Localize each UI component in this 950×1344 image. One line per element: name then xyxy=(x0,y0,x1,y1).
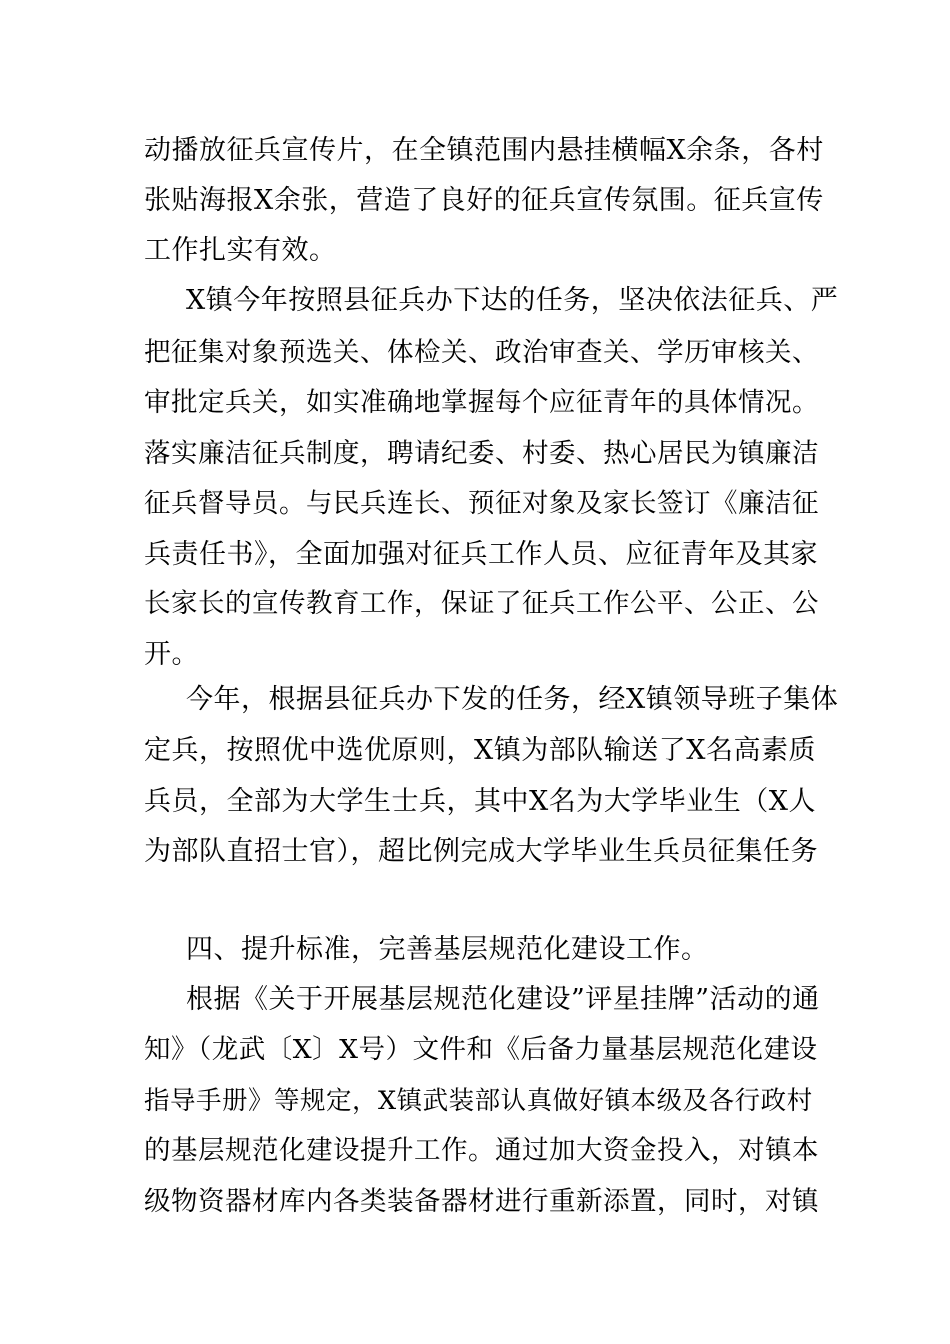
body-text-line: 动播放征兵宣传片，在全镇范围内悬挂横幅X余条，各村 xyxy=(144,135,824,166)
body-text-line: 张贴海报X余张，营造了良好的征兵宣传氛围。征兵宣传 xyxy=(144,185,824,216)
body-text-line: 的基层规范化建设提升工作。通过加大资金投入，对镇本 xyxy=(144,1135,819,1166)
body-text-line: 落实廉洁征兵制度，聘请纪委、村委、热心居民为镇廉洁 xyxy=(144,438,819,469)
body-text-line: 兵员，全部为大学生士兵，其中X名为大学毕业生（X人 xyxy=(144,786,816,817)
body-text-line: 审批定兵关，如实准确地掌握每个应征青年的具体情况。 xyxy=(144,387,819,418)
body-text-line: 为部队直招士官），超比例完成大学毕业生兵员征集任务 xyxy=(144,836,818,867)
body-text-line: 长家长的宣传教育工作，保证了征兵工作公平、公正、公 xyxy=(144,588,819,619)
body-text-line: 把征集对象预选关、体检关、政治审查关、学历审核关、 xyxy=(144,337,819,368)
paragraph-first-line: 根据《关于开展基层规范化建设”评星挂牌”活动的通 xyxy=(186,984,820,1015)
body-text-line: 定兵，按照优中选优原则，X镇为部队输送了X名高素质 xyxy=(144,735,816,766)
body-text-line: 指导手册》等规定，X镇武装部认真做好镇本级及各行政村 xyxy=(144,1086,813,1116)
section-heading: 四、提升标准，完善基层规范化建设工作。 xyxy=(186,934,709,965)
body-text-line: 工作扎实有效。 xyxy=(144,235,337,266)
body-text-line: 开。 xyxy=(144,639,199,670)
body-text-line: 兵责任书》，全面加强对征兵工作人员、应征青年及其家 xyxy=(144,539,818,570)
body-text-line: 级物资器材库内各类装备器材进行重新添置，同时，对镇 xyxy=(144,1186,819,1217)
body-text-line: 征兵督导员。与民兵连长、预征对象及家长签订《廉洁征 xyxy=(144,488,819,519)
body-text-line: 知》（龙武〔X〕X号）文件和《后备力量基层规范化建设 xyxy=(144,1034,818,1065)
paragraph-first-line: X镇今年按照县征兵办下达的任务，坚决依法征兵、严 xyxy=(186,285,839,316)
paragraph-first-line: 今年，根据县征兵办下发的任务，经X镇领导班子集体 xyxy=(186,684,839,715)
